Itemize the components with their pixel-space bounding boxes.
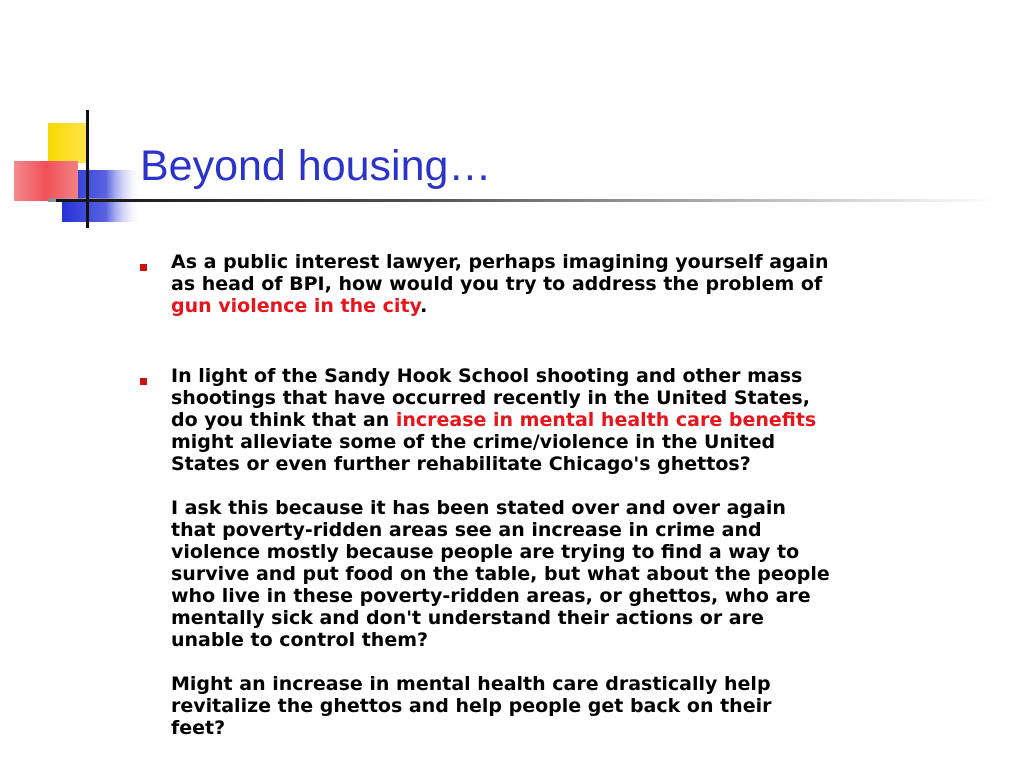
text-fragment: . — [420, 295, 428, 317]
bullet-1-text — [171, 251, 891, 317]
deco-yellow-square — [48, 123, 86, 163]
text-line — [171, 409, 891, 431]
text-line: that poverty-ridden areas see an increase in crime and — [171, 519, 762, 541]
bullet-2-text — [171, 365, 891, 739]
paragraph-gap — [171, 475, 891, 497]
text-line: who live in these poverty-ridden areas, or ghettos, who are — [171, 585, 811, 607]
title-underline — [56, 199, 1000, 202]
text-line: unable to control them? — [171, 629, 429, 651]
text-line: As a public interest lawyer, perhaps imagining yourself again — [171, 251, 829, 273]
bullet-marker — [140, 378, 147, 385]
text-line: revitalize the ghettos and help people get back on their — [171, 695, 772, 717]
text-fragment: do you think that an — [171, 409, 396, 431]
text-line — [171, 295, 891, 317]
text-line: I ask this because it has been stated over and over again — [171, 497, 786, 519]
text-line: States or even further rehabilitate Chicago's ghettos? — [171, 453, 751, 475]
text-line: Might an increase in mental health care drastically help — [171, 673, 771, 695]
decorative-corner-graphic — [0, 0, 160, 240]
text-line: In light of the Sandy Hook School shooting and other mass — [171, 365, 803, 387]
deco-red-square — [14, 161, 78, 201]
highlight-gun-violence: gun violence in the city — [171, 295, 421, 317]
deco-vertical-line — [86, 110, 89, 228]
text-line: might alleviate some of the crime/violence in the United — [171, 431, 776, 453]
text-line: as head of BPI, how would you try to address the problem of — [171, 273, 823, 295]
text-line: survive and put food on the table, but what about the people — [171, 563, 830, 585]
text-line: shootings that have occurred recently in the United States, — [171, 387, 810, 409]
text-line: violence mostly because people are trying to find a way to — [171, 541, 800, 563]
highlight-mental-health: increase in mental health care benefits — [395, 409, 817, 431]
text-line: feet? — [171, 717, 226, 739]
paragraph-gap — [171, 651, 891, 673]
bullet-marker — [140, 264, 147, 271]
slide-title: Beyond housing… — [140, 142, 492, 190]
text-line: mentally sick and don't understand their actions or are — [171, 607, 764, 629]
